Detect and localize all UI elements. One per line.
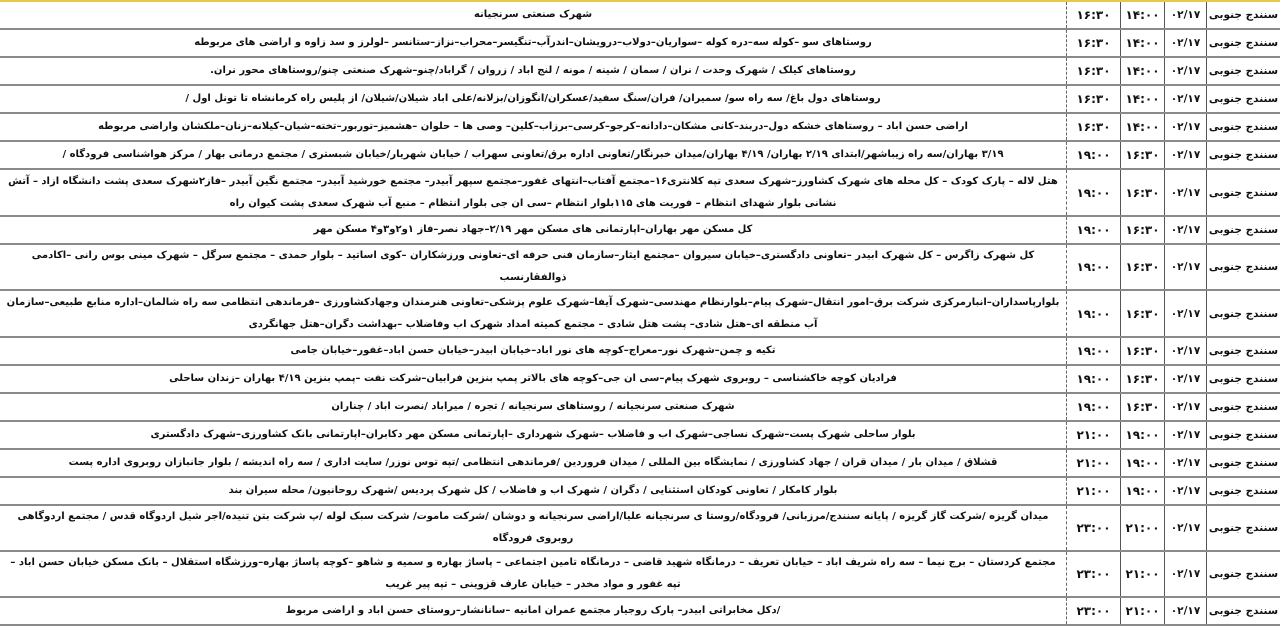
region-cell: سنندج جنوبی — [1206, 114, 1280, 140]
table-row — [0, 170, 1280, 217]
date-cell: ۰۲/۱۷ — [1164, 217, 1206, 243]
start-time-cell: ۱۴:۰۰ — [1120, 114, 1164, 140]
areas-cell: کل مسکن مهر بهاران–اپارتمانی های مسکن مهر ۲/۱۹–جهاد نصر–فاز ۱و۲و۳و۴ مسکن مهر — [313, 224, 753, 235]
end-time-cell: ۱۶:۳۰ — [1066, 58, 1120, 84]
date-cell: ۰۲/۱۷ — [1164, 86, 1206, 112]
date-cell: ۰۲/۱۷ — [1164, 30, 1206, 56]
region-cell: سنندج جنوبی — [1206, 170, 1280, 215]
areas-cell: روستاهای دول باغ/ سه راه سو/ سمیران/ فران/سنگ سفید/عسکران/انگوزان/بزلانه/علی اباد شیلان/شیلان/ از پلیس راه کرمانشاه تا تونل اول / — [185, 93, 881, 104]
start-time-cell: ۱۶:۳۰ — [1120, 245, 1164, 289]
end-time-cell: ۲۳:۰۰ — [1066, 552, 1120, 596]
table-row — [0, 291, 1280, 338]
start-time-cell: ۱۹:۰۰ — [1120, 450, 1164, 476]
start-time-cell: ۱۶:۳۰ — [1120, 366, 1164, 392]
start-time-cell: ۱۶:۳۰ — [1120, 394, 1164, 420]
areas-cell: بلوار کامکار / تعاونی کودکان استثنایی / دگران / شهرک اب و فاضلاب / کل شهرک پردیس /شهرک روحانیون/ محله سیران بند — [228, 485, 838, 496]
areas-cell: روستاهای سو –کوله سه–دره کوله –سواریان–دولاب–درویشان–اندرآب–تنگیسر–محراب–نزاز–ستانسر –لولرز و سد زاوه و اراضی های مربوطه — [194, 37, 872, 48]
region-cell: سنندج جنوبی — [1206, 422, 1280, 448]
start-time-cell: ۱۴:۰۰ — [1120, 86, 1164, 112]
date-cell: ۰۲/۱۷ — [1164, 450, 1206, 476]
start-time-cell: ۱۹:۰۰ — [1120, 478, 1164, 504]
end-time-cell: ۱۹:۰۰ — [1066, 291, 1120, 336]
region-cell: سنندج جنوبی — [1206, 450, 1280, 476]
date-cell: ۰۲/۱۷ — [1164, 170, 1206, 215]
start-time-cell: ۱۶:۳۰ — [1120, 217, 1164, 243]
areas-cell: شهرک صنعتی سرنجیانه — [473, 9, 593, 20]
table-row — [0, 2, 1280, 30]
table-row — [0, 338, 1280, 366]
date-cell: ۰۲/۱۷ — [1164, 291, 1206, 336]
region-cell: سنندج جنوبی — [1206, 598, 1280, 624]
table-row — [0, 58, 1280, 86]
table-row — [0, 114, 1280, 142]
end-time-cell: ۲۱:۰۰ — [1066, 422, 1120, 448]
start-time-cell: ۲۱:۰۰ — [1120, 552, 1164, 596]
region-cell: سنندج جنوبی — [1206, 86, 1280, 112]
end-time-cell: ۱۹:۰۰ — [1066, 170, 1120, 215]
region-cell: سنندج جنوبی — [1206, 506, 1280, 550]
region-cell: سنندج جنوبی — [1206, 552, 1280, 596]
date-cell: ۰۲/۱۷ — [1164, 478, 1206, 504]
date-cell: ۰۲/۱۷ — [1164, 142, 1206, 168]
end-time-cell: ۱۶:۳۰ — [1066, 86, 1120, 112]
end-time-cell: ۱۹:۰۰ — [1066, 366, 1120, 392]
areas-cell: شهرک صنعتی سرنجیانه / روستاهای سرنجیانه / تجره / میراباد /نصرت اباد / چناران — [331, 401, 735, 412]
date-cell: ۰۲/۱۷ — [1164, 245, 1206, 289]
start-time-cell: ۱۹:۰۰ — [1120, 422, 1164, 448]
areas-cell: /دکل مخابراتی ابیدر– پارک روجیار مجتمع عمران امانیه –سانانشار–روستای حسن اباد و اراضی مربوط — [285, 605, 781, 616]
areas-cell: روستاهای کیلک / شهرک وحدت / نران / سمان / شینه / مونه / لنج اباد / زروان / گراباد/چنو–شهرک صنعتی چنو/روستاهای محور نران. — [210, 65, 856, 76]
table-row — [0, 478, 1280, 506]
table-row — [0, 245, 1280, 291]
end-time-cell: ۱۶:۳۰ — [1066, 114, 1120, 140]
start-time-cell: ۱۴:۰۰ — [1120, 58, 1164, 84]
start-time-cell: ۲۱:۰۰ — [1120, 598, 1164, 624]
areas-cell: بلوار ساحلی شهرک پست–شهرک نساجی–شهرک اب و فاضلاب –شهرک شهرداری –اپارتمانی مسکن مهر دکابران–اپارتمانی بانک کشاورزی–شهرک دادگستری — [150, 429, 916, 440]
table-row — [0, 394, 1280, 422]
table-row — [0, 450, 1280, 478]
region-cell: سنندج جنوبی — [1206, 142, 1280, 168]
end-time-cell: ۲۳:۰۰ — [1066, 506, 1120, 550]
table-row — [0, 86, 1280, 114]
table-row — [0, 30, 1280, 58]
end-time-cell: ۱۹:۰۰ — [1066, 394, 1120, 420]
end-time-cell: ۱۹:۰۰ — [1066, 338, 1120, 364]
region-cell: سنندج جنوبی — [1206, 291, 1280, 336]
table-row — [0, 422, 1280, 450]
start-time-cell: ۱۴:۰۰ — [1120, 2, 1164, 28]
start-time-cell: ۱۶:۳۰ — [1120, 142, 1164, 168]
region-cell: سنندج جنوبی — [1206, 478, 1280, 504]
areas-cell: هتل لاله – پارک کودک – کل محله های شهرک کشاورز–شهرک سعدی تپه کلانتری۱۶–مجتمع آفتاب–انتهای غفور–مجتمع سپهر آبیدر– مجتمع خورشید آبیدر– مجتمع نگین آبیدر –فاز۲شهرک سعدی پشت دانشگاه ازاد – آتش نشانی بلوار شهدای انتظام – فوریت های ۱۱۵بلوار انتظام –سی ان جی بلوار انتظام – منبع آب شهرک سعدی پشت کیوان راه — [8, 175, 1058, 209]
date-cell: ۰۲/۱۷ — [1164, 338, 1206, 364]
region-cell: سنندج جنوبی — [1206, 245, 1280, 289]
start-time-cell: ۱۴:۰۰ — [1120, 30, 1164, 56]
end-time-cell: ۱۹:۰۰ — [1066, 217, 1120, 243]
end-time-cell: ۲۳:۰۰ — [1066, 598, 1120, 624]
region-cell: سنندج جنوبی — [1206, 366, 1280, 392]
areas-cell: مجتمع کردستان – برج نیما – سه راه شریف اباد – خیابان تعریف – درمانگاه شهید قاضی – درمانگاه تامین اجتماعی – پاساژ بهاره و سمیه و شاهو –کوچه پاساژ بهاره–ورزشگاه استقلال – بانک مسکن خیابان حسن اباد –تپه غفور و مواد مخدر – خیابان عارف قزوینی – تپه پیر غریب — [10, 557, 1056, 590]
end-time-cell: ۲۱:۰۰ — [1066, 450, 1120, 476]
start-time-cell: ۲۱:۰۰ — [1120, 506, 1164, 550]
areas-cell: فرادیان کوچه خاکشناسی – روبروی شهرک پیام–سی ان جی–کوچه های بالاتر پمپ بنزین فرابیان–شرکت نفت –پمپ بنزین ۴/۱۹ بهاران –زندان ساحلی — [169, 373, 897, 384]
date-cell: ۰۲/۱۷ — [1164, 422, 1206, 448]
start-time-cell: ۱۶:۳۰ — [1120, 170, 1164, 215]
date-cell: ۰۲/۱۷ — [1164, 58, 1206, 84]
areas-cell: قشلاق / میدان بار / میدان قران / جهاد کشاورزی / نمایشگاه بین المللی / میدان فروردین /فرماندهی انتظامی /تپه توس نوزر/ سایت اداری / سه راه اندیشه / بلوار جانبازان روبروی اداره پست — [68, 457, 998, 468]
table-row — [0, 366, 1280, 394]
region-cell: سنندج جنوبی — [1206, 2, 1280, 28]
region-cell: سنندج جنوبی — [1206, 338, 1280, 364]
table-row — [0, 506, 1280, 552]
region-cell: سنندج جنوبی — [1206, 394, 1280, 420]
areas-cell: تکیه و چمن–شهرک نور–معراج–کوچه های نور اباد–خیابان ابیدر–خیابان حسن اباد–غفور–خیابان جامی — [290, 345, 776, 356]
date-cell: ۰۲/۱۷ — [1164, 506, 1206, 550]
region-cell: سنندج جنوبی — [1206, 58, 1280, 84]
start-time-cell: ۱۶:۳۰ — [1120, 338, 1164, 364]
areas-cell: بلوارپاسداران–انبارمرکزی شرکت برق–امور انتقال–شهرک پیام–بلوارنظام مهندسی–شهرک آیفا–شهرک علوم پزشکی–تعاونی هنرمندان وجهادکشاورزی –فرماندهی انتظامی سه راه شالمان–اداره منابع طبیعی–سازمان آب منطقه ای–هتل شادی– پشت هتل شادی – مجتمع کمیته امداد شهرک اب وفاضلاب –بهداشت دگران–هتل جهانگردی — [6, 296, 1060, 330]
region-cell: سنندج جنوبی — [1206, 30, 1280, 56]
table-row — [0, 217, 1280, 245]
date-cell: ۰۲/۱۷ — [1164, 366, 1206, 392]
end-time-cell: ۲۱:۰۰ — [1066, 478, 1120, 504]
table-row — [0, 598, 1280, 626]
end-time-cell: ۱۶:۳۰ — [1066, 2, 1120, 28]
areas-cell: میدان گریزه /شرکت گاز گریزه / پایانه سنندج/مرزبانی/ فرودگاه/روستا ی سرنجیانه علیا/اراضی سرنجیانه و دوشان /شرکت ماموت/ شرکت سبک لوله /پ شرکت بتن تنیده/اجر شیل اردوگاه قدس / مجتمع اردوگاهی روبروی فرودگاه — [17, 511, 1049, 544]
areas-cell: کل شهرک زاگرس – کل شهرک ابیدر –تعاونی دادگستری–خیابان سیروان –مجتمع ایثار–سازمان فنی حرفه ای–تعاونی ورزشکاران –کوی اساتید – بلوار حمدی – مجتمع سرگل – شهرک مینی بوس رانی –اکادمی ذوالفقارنسب — [31, 250, 1035, 283]
end-time-cell: ۱۶:۳۰ — [1066, 30, 1120, 56]
table-row — [0, 552, 1280, 598]
date-cell: ۰۲/۱۷ — [1164, 114, 1206, 140]
date-cell: ۰۲/۱۷ — [1164, 552, 1206, 596]
start-time-cell: ۱۶:۳۰ — [1120, 291, 1164, 336]
areas-cell: ۳/۱۹ بهاران/سه راه زیباشهر/ابتدای ۲/۱۹ بهاران/ ۴/۱۹ بهاران/میدان خبرنگار/تعاونی اداره برق/تعاونی سهراب / خیابان شهریار/خیابان شبستری / مجتمع درمانی بهار / مرکز هواشناسی فرودگاه / — [62, 149, 1004, 160]
date-cell: ۰۲/۱۷ — [1164, 2, 1206, 28]
region-cell: سنندج جنوبی — [1206, 217, 1280, 243]
table-row — [0, 142, 1280, 170]
date-cell: ۰۲/۱۷ — [1164, 394, 1206, 420]
end-time-cell: ۱۹:۰۰ — [1066, 142, 1120, 168]
end-time-cell: ۱۹:۰۰ — [1066, 245, 1120, 289]
areas-cell: اراضی حسن اباد – روستاهای خشکه دول–دربند–کانی مشکان–دادانه–کرجو–کرسی–برزاب–کلین– وصی ها – حلوان –هشمیز–توربور–تخته–شیان–کیلانه–زنان–ملکشان واراضی مربوطه — [98, 121, 968, 132]
date-cell: ۰۲/۱۷ — [1164, 598, 1206, 624]
